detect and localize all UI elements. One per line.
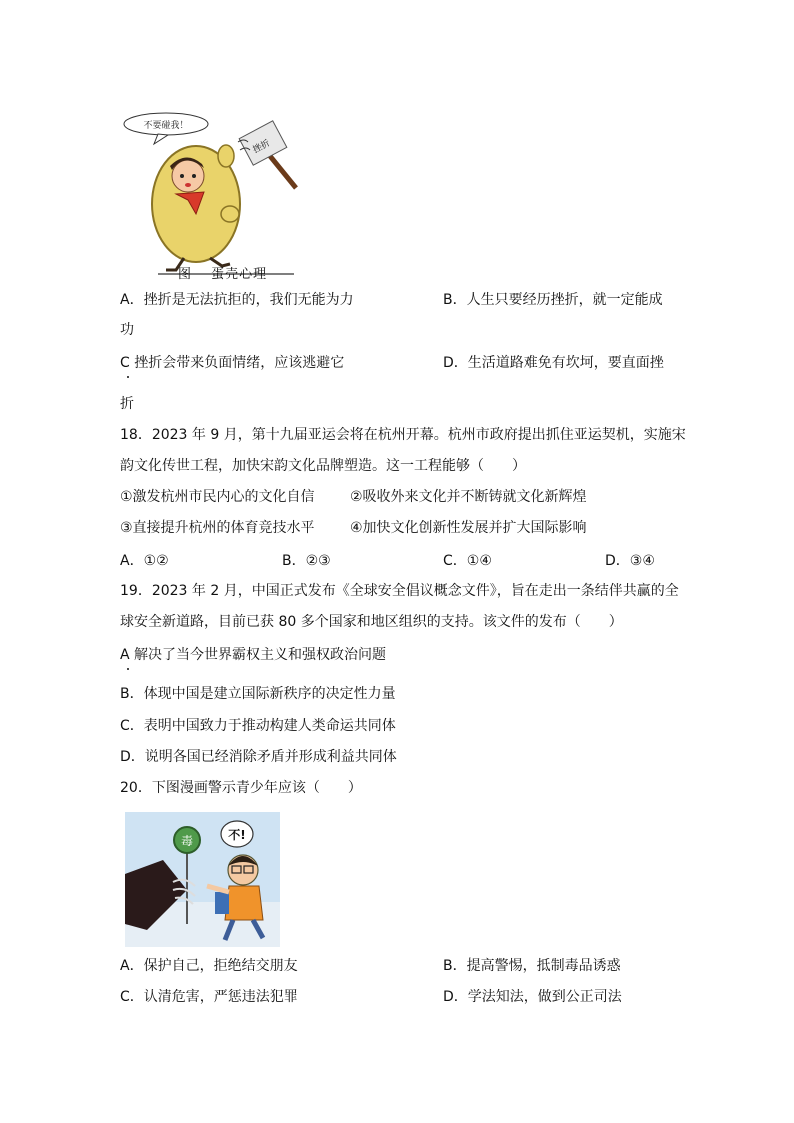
q17-option-b-continued: 功: [120, 322, 134, 338]
q18-stem-line2: 韵文化传世工程，加快宋韵文化品牌塑造。这一工程能够（ ）: [120, 458, 526, 474]
q19-option-a: A 解决了当今世界霸权主义和强权政治问题: [120, 647, 387, 663]
q18-option-c: C．①④: [443, 553, 492, 569]
q18-item-2: ②吸收外来文化并不断铸就文化新辉煌: [350, 489, 587, 505]
q18-option-a: A．①②: [120, 553, 169, 569]
q20-option-b: B．提高警惕，抵制毒品诱惑: [443, 958, 621, 974]
q18-option-b: B．②③: [282, 553, 331, 569]
figure-caption-eggshell: 图 蛋壳心理: [178, 267, 268, 282]
q17-option-a: A．挫折是无法抗拒的，我们无能为力: [120, 292, 354, 308]
q19-stem-line1: 19．2023 年 2 月，中国正式发布《全球安全倡议概念文件》，旨在走出一条结伴共赢的全: [120, 583, 679, 599]
q17-option-b: B．人生只要经历挫折，就一定能成: [443, 292, 663, 308]
eggshell-cartoon: [118, 108, 308, 280]
q18-stem-line1: 18．2023 年 9 月，第十九届亚运会将在杭州开幕。杭州市政府提出抓住亚运契机，实施宋: [120, 427, 686, 443]
emphasis-dot: [127, 376, 129, 378]
emphasis-dot: [127, 668, 129, 670]
refuse-label: 不!: [228, 828, 246, 842]
q19-stem-line2: 球安全新道路，目前已获 80 多个国家和地区组织的支持。该文件的发布（ ）: [120, 614, 623, 630]
q19-option-b: B．体现中国是建立国际新秩序的决定性力量: [120, 686, 396, 702]
q20-option-c: C．认清危害，严惩违法犯罪: [120, 989, 298, 1005]
q18-item-4: ④加快文化创新性发展并扩大国际影响: [350, 520, 587, 536]
speech-bubble-text: 不要碰我！: [143, 121, 189, 131]
anti-drug-cartoon: [125, 812, 280, 947]
q20-option-a: A．保护自己，拒绝结交朋友: [120, 958, 298, 974]
q18-item-1: ①激发杭州市民内心的文化自信: [120, 489, 315, 505]
q20-stem: 20．下图漫画警示青少年应该（ ）: [120, 780, 362, 796]
sign-text: 挫折: [251, 138, 273, 156]
q19-option-c: C．表明中国致力于推动构建人类命运共同体: [120, 718, 396, 734]
q20-option-d: D．学法知法，做到公正司法: [443, 989, 622, 1005]
q18-option-d: D．③④: [605, 553, 655, 569]
q17-option-c: C 挫折会带来负面情绪，应该逃避它: [120, 355, 345, 371]
q19-option-d: D．说明各国已经消除矛盾并形成利益共同体: [120, 749, 397, 765]
drug-label: 毒: [180, 834, 194, 848]
q17-option-d-continued: 折: [120, 396, 134, 412]
q18-item-3: ③直接提升杭州的体育竞技水平: [120, 520, 315, 536]
q17-option-d: D．生活道路难免有坎坷，要直面挫: [443, 355, 664, 371]
